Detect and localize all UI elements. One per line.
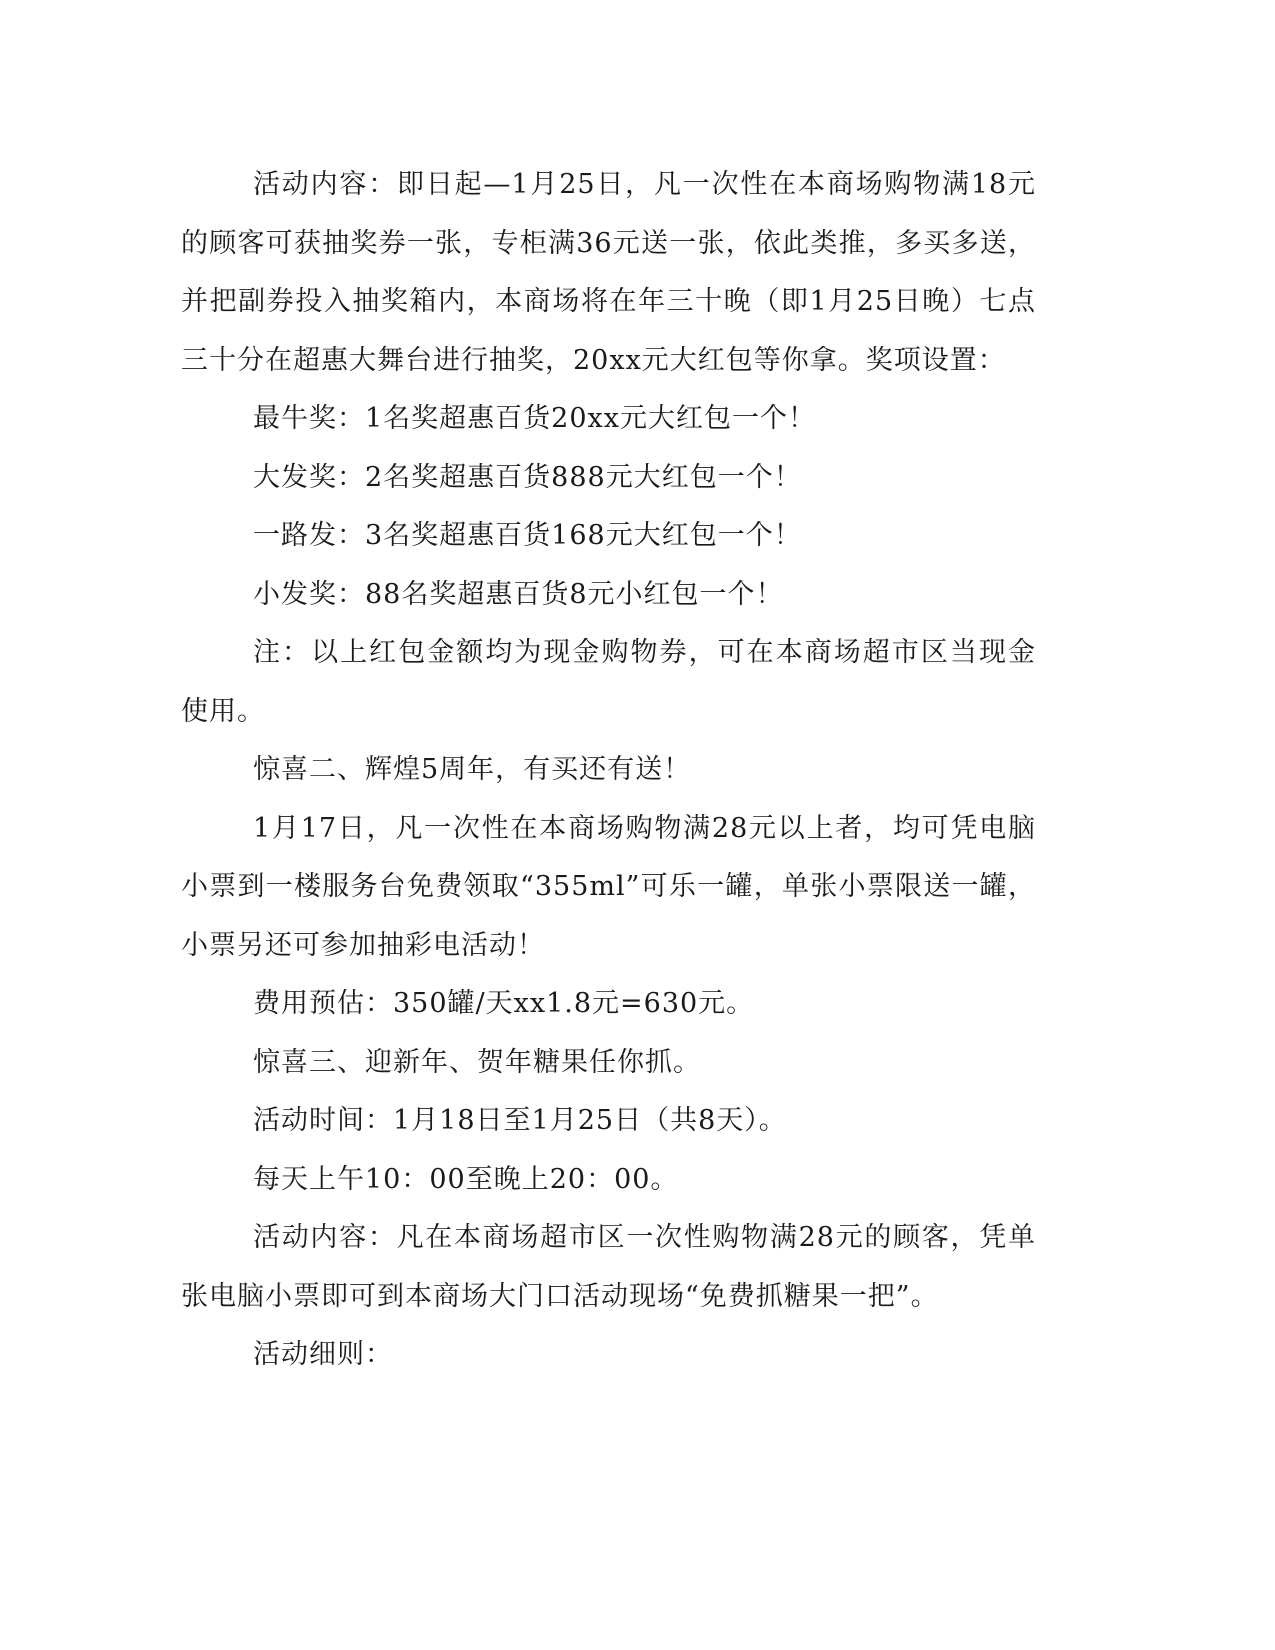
paragraph-surprise-2-heading: 惊喜二、辉煌5周年，有买还有送！: [253, 754, 692, 785]
paragraph-prize-1: 最牛奖：1名奖超惠百货20xx元大红包一个！: [253, 403, 816, 434]
paragraph-cost-estimate: 费用预估：350罐/天xx1.8元=630元。: [253, 988, 755, 1019]
paragraph-surprise-3-heading: 惊喜三、迎新年、贺年糖果任你抓。: [253, 1046, 701, 1078]
paragraph-daily-hours: 每天上午10：00至晚上20：00。: [253, 1163, 679, 1195]
paragraph-activity-content-2: 活动内容：凡在本商场超市区一次性购物满28元的顾客，凭单张电脑小票即可到本商场大门口活动现场“免费抓糖果一把”。: [181, 1222, 1036, 1312]
paragraph-activity-content-1: 活动内容：即日起—1月25日，凡一次性在本商场购物满18元的顾客可获抽奖券一张，专柜满36元送一张，依此类推，多买多送，并把副券投入抽奖箱内，本商场将在年三十晚（即1月25日晚）七点三十分在超惠大舞台进行抽奖，20xx元大红包等你拿。奖项设置：: [181, 169, 1036, 376]
paragraph-activity-time: 活动时间：1月18日至1月25日（共8天）。: [253, 1105, 787, 1136]
paragraph-prize-2: 大发奖：2名奖超惠百货888元大红包一个！: [253, 461, 802, 493]
paragraph-prize-3: 一路发：3名奖超惠百货168元大红包一个！: [253, 520, 802, 551]
paragraph-note: 注：以上红包金额均为现金购物券，可在本商场超市区当现金使用。: [181, 637, 1036, 727]
document-page: [181, 156, 1036, 1385]
paragraph-activity-rules: 活动细则：: [253, 1339, 393, 1370]
paragraph-surprise-2-body: 1月17日，凡一次性在本商场购物满28元以上者，均可凭电脑小票到一楼服务台免费领取“355ml”可乐一罐，单张小票限送一罐，小票另还可参加抽彩电活动！: [181, 812, 1036, 961]
paragraph-prize-4: 小发奖：88名奖超惠百货8元小红包一个！: [253, 578, 784, 610]
